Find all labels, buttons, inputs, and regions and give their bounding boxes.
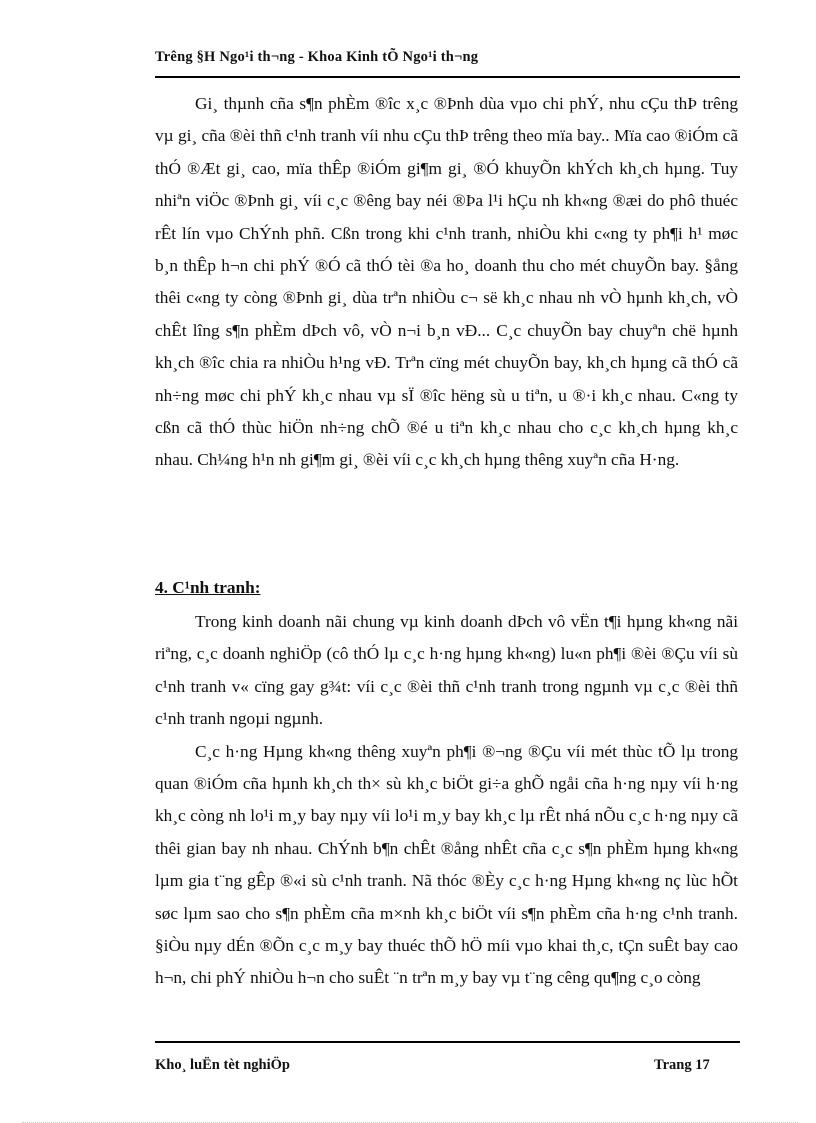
paragraph: C¸c h·ng Hµng kh«ng thêng xuyªn ph¶i ®¬ng ®Çu víi mét thùc tÕ lµ trong quan ®iÓm cña hµnh kh¸ch th× sù kh¸c biÖt gi÷a ghÕ ngåi cña h·ng nµy víi h·ng kh¸c còng nh lo¹i m¸y bay nµy víi lo¹i m¸y bay kh¸c lµ rÊt nhá nÕu c¸c h·ng nµy cã thêi gian bay nh nhau. ChÝnh b¶n chÊt ®ång nhÊt cña c¸c s¶n phÈm hµng kh«ng lµm gia t¨ng gÊp ®«i sù c¹nh tranh. Nã thóc ®Èy c¸c h·ng Hµng kh«ng nç lùc hÕt søc lµm sao cho s¶n phÈm cña m×nh kh¸c biÖt víi s¶n phÈm cña h·ng c¹nh tranh. §iÒu nµy dÉn ®Õn c¸c m¸y bay thuéc thÕ hÖ míi vµo khai th¸c, tÇn suÊt bay cao h¬n, chi phÝ nhiÒu h¬n cho suÊt ¨n trªn m¸y bay vµ t¨ng cêng qu¶ng c¸o còng xyxy=(155,741,738,988)
page-header-title: Trêng §H Ngo¹i th¬ng - Khoa Kinh tÕ Ngo¹i th¬ng xyxy=(155,49,479,65)
paragraph: Gi¸ thµnh cña s¶n phÈm ®îc x¸c ®Þnh dùa vµo chi phÝ, nhu cÇu thÞ trêng vµ gi¸ cña ®èi thñ c¹nh tranh víi nhu cÇu thÞ trêng theo mïa bay.. Mïa cao ®iÓm cã thÓ ®Æt gi¸ cao, mïa thÊp ®iÓm gi¶m gi¸ ®Ó khuyÕn khÝch kh¸ch hµng. Tuy nhiªn viÖc ®Þnh gi¸ víi c¸c ®êng bay néi ®Þa l¹i hÇu nh kh«ng ®æi do phô thuéc rÊt lín vµo ChÝnh phñ. Cßn trong khi c¹nh tranh, nhiÒu khi c«ng ty ph¶i h¹ møc b¸n thÊp h¬n chi phÝ ®Ó cã thÓ tèi ®a ho¸ doanh thu cho mét chuyÕn bay. §ång thêi c«ng ty còng ®Þnh gi¸ dùa trªn nhiÒu c¬ së kh¸c nhau nh vÒ hµnh kh¸ch, vÒ chÊt lîng s¶n phÈm dÞch vô, vÒ n¬i b¸n vÐ... C¸c chuyÕn bay chuyªn chë hµnh kh¸ch ®îc chia ra nhiÒu h¹ng vÐ. Trªn cïng mét chuyÕn bay, kh¸ch hµng cã thÓ cã nh÷ng møc chi phÝ kh¸c nhau vµ sÏ ®îc hëng sù u tiªn, u ®·i kh¸c nhau. C«ng ty cßn cã thÓ thùc hiÖn nh÷ng chÕ ®é u tiªn kh¸c nhau cho c¸c kh¸ch hµng kh¸c nhau. Ch¼ng h¹n nh gi¶m gi¸ ®èi víi c¸c kh¸ch hµng thêng xuyªn cña H·ng. xyxy=(155,94,738,470)
page-number: Trang 17 xyxy=(654,1057,710,1073)
footer-divider xyxy=(155,1041,740,1043)
body-text-block xyxy=(155,88,738,477)
footer-title: Kho¸ luËn tèt nghiÖp xyxy=(155,1057,290,1073)
paragraph: Trong kinh doanh nãi chung vµ kinh doanh dÞch vô vËn t¶i hµng kh«ng nãi riªng, c¸c doanh nghiÖp (cô thÓ lµ c¸c h·ng hµng kh«ng) lu«n ph¶i ®èi ®Çu víi sù c¹nh tranh v« cïng gay g¾t: víi c¸c ®èi thñ c¹nh tranh trong ngµnh vµ c¸c ®èi thñ c¹nh tranh ngoµi ngµnh. xyxy=(155,612,738,729)
section-text-block xyxy=(155,606,738,995)
header-divider xyxy=(155,76,740,78)
section-heading: 4. C¹nh tranh: xyxy=(155,578,261,597)
